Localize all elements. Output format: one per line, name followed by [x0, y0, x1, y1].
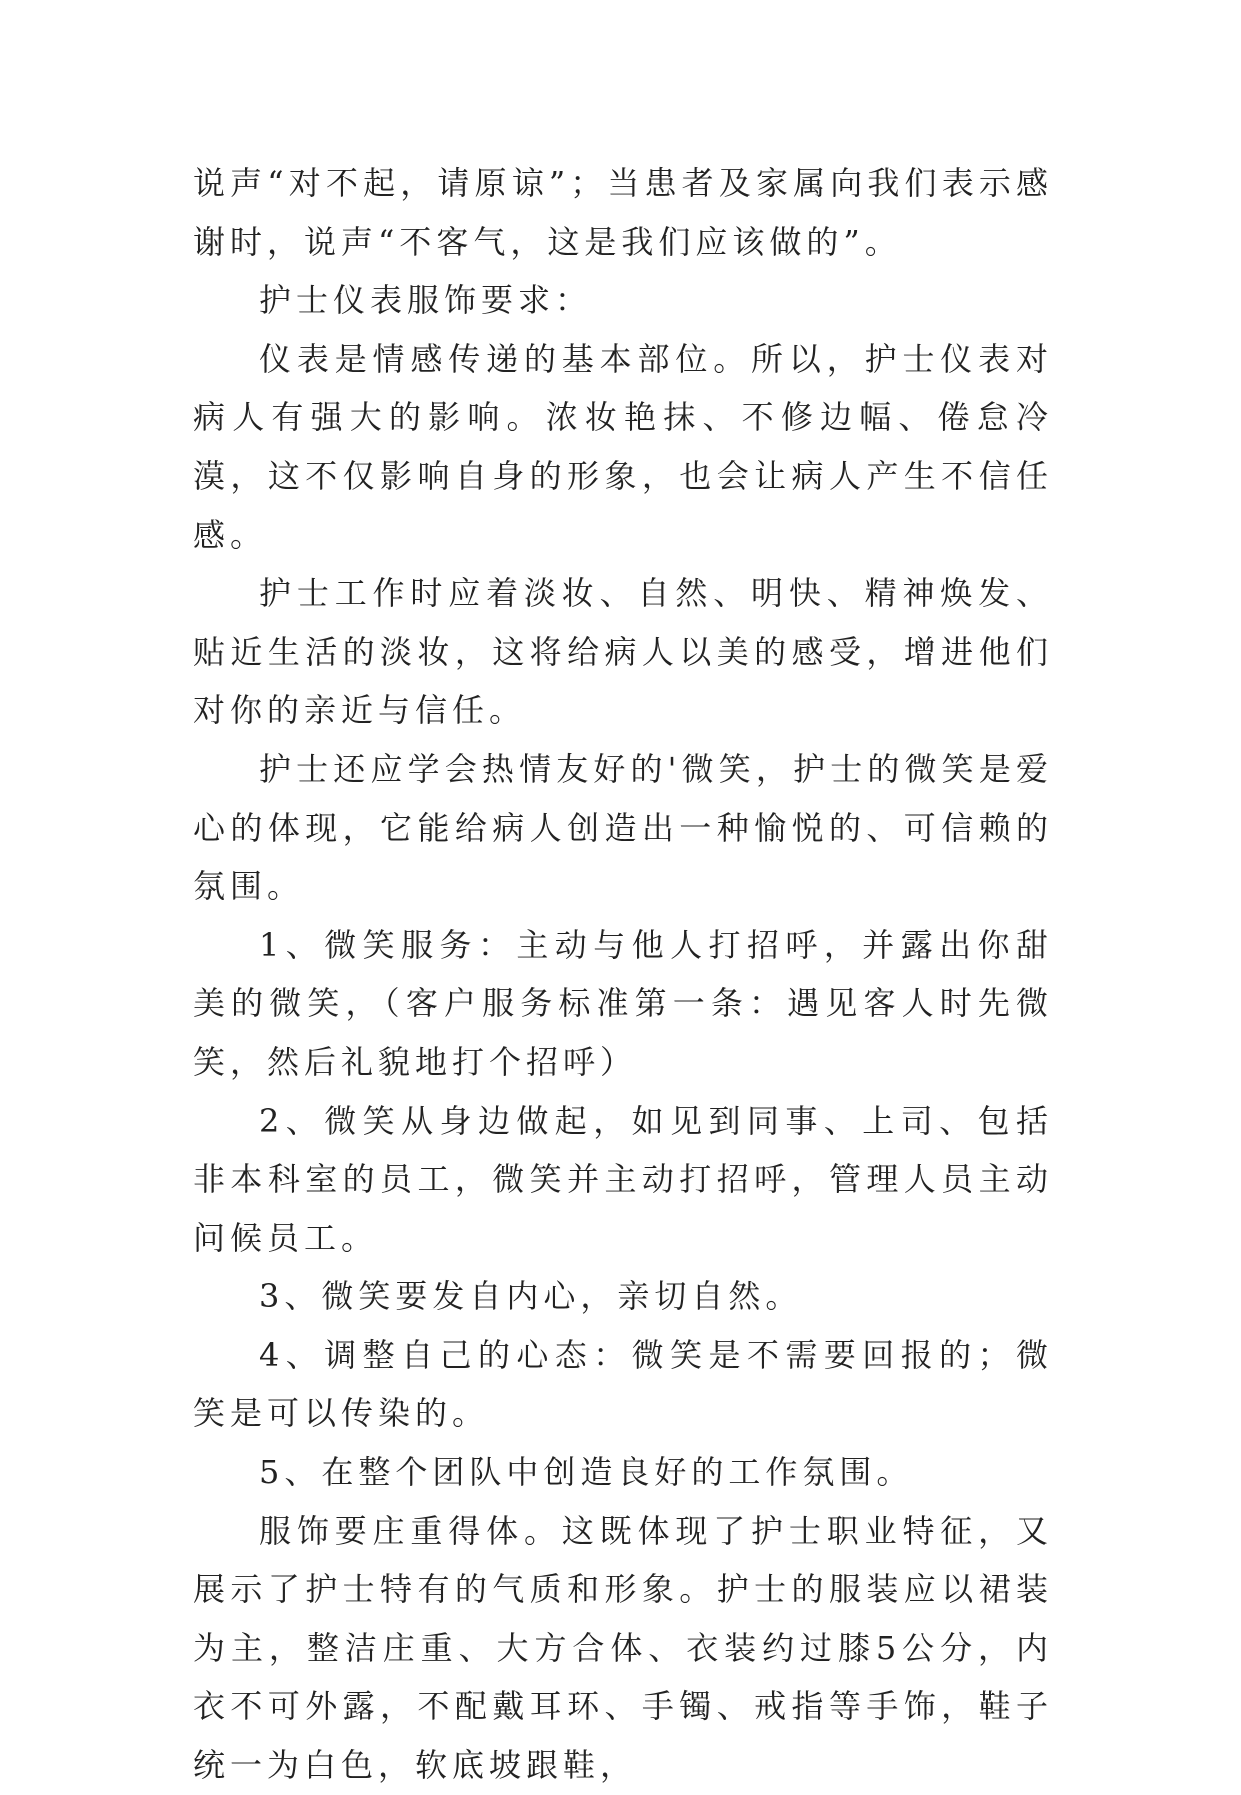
paragraph-6: 1、微笑服务：主动与他人打招呼，并露出你甜美的微笑，（客户服务标准第一条：遇见客人时先微笑，然后礼貌地打个招呼）: [193, 925, 1053, 1081]
paragraph-11: 服饰要庄重得体。这既体现了护士职业特征，又展示了护士特有的气质和形象。护士的服装应以裙装为主，整洁庄重、大方合体、衣装约过膝5公分，内衣不可外露，不配戴耳环、手镯、戒指等手饰，鞋子统一为白色，软底坡跟鞋，: [193, 1511, 1053, 1785]
paragraph-2: 护士仪表服饰要求：: [259, 281, 593, 320]
paragraph-8: 3、微笑要发自内心，亲切自然。: [259, 1277, 803, 1316]
paragraph-4: 护士工作时应着淡妆、自然、明快、精神焕发、贴近生活的淡妆，这将给病人以美的感受，增进他们对你的亲近与信任。: [193, 574, 1053, 730]
paragraph-3: 仪表是情感传递的基本部位。所以，护士仪表对病人有强大的影响。浓妆艳抹、不修边幅、倦怠冷漠，这不仅影响自身的形象，也会让病人产生不信任感。: [193, 339, 1053, 554]
paragraph-1: 说声“对不起，请原谅”；当患者及家属向我们表示感谢时，说声“不客气，这是我们应该做的”。: [193, 164, 1053, 261]
paragraph-9: 4、调整自己的心态：微笑是不需要回报的；微笑是可以传染的。: [193, 1335, 1053, 1433]
document-body: [193, 154, 1053, 1795]
paragraph-7: 2、微笑从身边做起，如见到同事、上司、包括非本科室的员工，微笑并主动打招呼，管理人员主动问候员工。: [193, 1101, 1053, 1257]
paragraph-5: 护士还应学会热情友好的'微笑，护士的微笑是爱心的体现，它能给病人创造出一种愉悦的、可信赖的氛围。: [193, 749, 1053, 906]
paragraph-10: 5、在整个团队中创造良好的工作氛围。: [259, 1453, 914, 1492]
